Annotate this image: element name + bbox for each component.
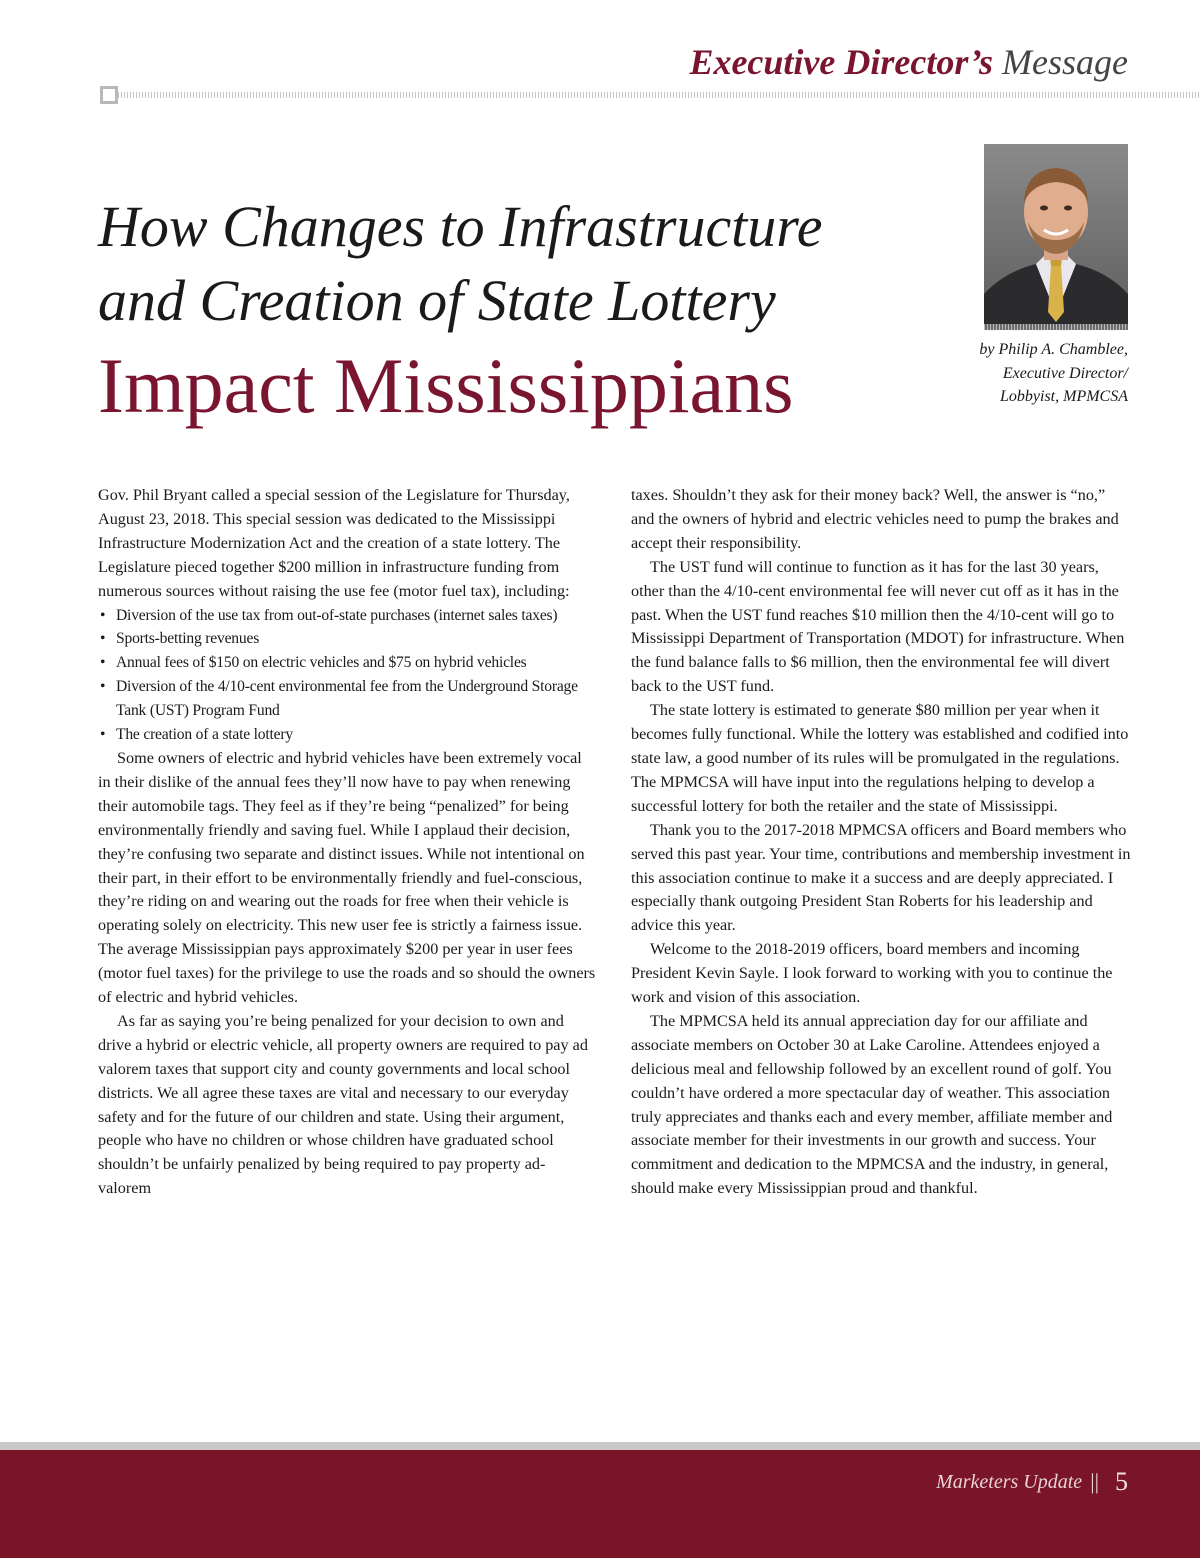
list-item — [98, 604, 598, 628]
list-item — [98, 651, 598, 675]
byline-author: by Philip A. Chamblee, — [979, 341, 1128, 358]
header-dotted-rule — [118, 92, 1200, 98]
article-paragraph: Some owners of electric and hybrid vehicles have been extremely vocal in their dislike of the annual fees they’ll now have to pay when renewing their automobile tags. They feel as if they’re being “penalized” for being environmentally friendly and saving fuel. While I applaud their decision, they’re confusing two separate and distinct issues. While not intentional on their part, in their effort to be environmentally friendly and fuel-conscious, they’re riding on and wearing out the roads for free when their vehicle is operating solely on electricity. This new user fee is strictly a fairness issue. The average Mississippian pays approximately $200 per year in user fees (motor fuel taxes) for the privilege to use the roads and so should the owners of electric and hybrid vehicles. — [98, 748, 596, 1007]
article-paragraph: The state lottery is estimated to generate $80 million per year when it becomes fully functional. While the lottery was established and codified into state law, a good number of its rules will be promulgated in the regulations. The MPMCSA will have input into the regulations helping to develop a successful lottery for both the retailer and the state of Mississippi. — [631, 701, 1129, 815]
section-header-light: Message — [1002, 42, 1128, 82]
list-item-text: Diversion of the 4/10-cent environmental fee from the Underground Storage Tank (UST) Program Fund — [116, 678, 578, 720]
article-column-right — [631, 484, 1131, 1201]
byline-organization: Lobbyist, MPMCSA — [1000, 388, 1128, 405]
bullet-icon: • — [100, 630, 106, 648]
headline — [98, 190, 918, 430]
list-item — [98, 627, 598, 651]
publication-name: Marketers Update — [936, 1470, 1083, 1493]
list-item-text: Sports-betting revenues — [116, 630, 260, 648]
photo-dotted-strip — [984, 324, 1128, 330]
list-item-text: Diversion of the use tax from out-of-state purchases (internet sales taxes) — [116, 606, 558, 624]
author-portrait-illustration — [984, 144, 1128, 324]
headline-line-3: Impact Mississippians — [98, 342, 794, 429]
article-paragraph: As far as saying you’re being penalized for your decision to own and drive a hybrid or electric vehicle, all property owners are required to pay ad valorem taxes that support city and county governments and local school districts. We all agree these taxes are vital and necessary to our everyday safety and for the future of our children and state. Using their argument, people who have no children or whose children have graduated school shouldn’t be unfairly penalized by being required to pay property ad-valorem — [98, 1011, 588, 1198]
section-header — [689, 40, 1128, 84]
article-paragraph: The MPMCSA held its annual appreciation day for our affiliate and associate members on October 30 at Lake Caroline. Attendees enjoyed a delicious meal and fellowship followed by an excellent round of golf. You couldn’t have ordered a more spectacular day of weather. This association truly appreciates and thanks each and every member, affiliate member and associate member for their investments in our growth and success. Your commitment and dedication to the MPMCSA and the industry, in general, should make every Mississippian proud and thankful. — [631, 1011, 1113, 1198]
header-square-ornament — [100, 86, 118, 104]
article-paragraph: The UST fund will continue to function as it has for the last 30 years, other than the 4/10-cent environmental fee will never cut off as it has in the past. When the UST fund reaches $10 million then the 4/10-cent will go to Mississippi Department of Transportation (MDOT) for infrastructure. When the fund balance falls to $6 million, then the environmental fee will divert back to the UST fund. — [631, 557, 1125, 696]
bullet-icon: • — [100, 654, 106, 672]
footer-gray-rule — [0, 1442, 1200, 1450]
list-item-text: The creation of a state lottery — [116, 726, 293, 744]
article-paragraph: taxes. Shouldn’t they ask for their money back? Well, the answer is “no,” and the owners of hybrid and electric vehicles need to pump the brakes and accept their responsibility. — [631, 486, 1119, 552]
list-item — [98, 723, 598, 747]
article-paragraph: Welcome to the 2018-2019 officers, board members and incoming President Kevin Sayle. I look forward to working with you to continue the work and vision of this association. — [631, 940, 1113, 1007]
bullet-icon: • — [100, 726, 106, 744]
byline — [908, 338, 1128, 409]
bullet-icon: • — [100, 678, 106, 696]
funding-sources-list — [98, 604, 598, 747]
article-column-left — [98, 484, 598, 1201]
article-paragraph: Gov. Phil Bryant called a special session of the Legislature for Thursday, August 23, 2018. This special session was dedicated to the Mississippi Infrastructure Modernization Act and the creation of a state lottery. The Legislature pieced together $200 million in infrastructure funding from numerous sources without raising the use fee (motor fuel tax), including: — [98, 486, 570, 600]
folio-separator: || — [1090, 1469, 1099, 1494]
byline-title: Executive Director/ — [1002, 364, 1128, 382]
footer-folio — [936, 1457, 1128, 1507]
section-header-bold: Executive Director’s — [689, 42, 994, 82]
article-paragraph: Thank you to the 2017-2018 MPMCSA officers and Board members who served this past year. Your time, contributions and membership investment in this association continue to make it a success and are deeply appreciated. I especially thank outgoing President Stan Roberts for his leadership and advice this year. — [631, 820, 1131, 935]
page-number: 5 — [1115, 1467, 1128, 1496]
bullet-icon: • — [100, 606, 106, 624]
list-item-text: Annual fees of $150 on electric vehicles and $75 on hybrid vehicles — [116, 654, 527, 672]
headline-line-1: How Changes to Infrastructure — [98, 194, 823, 259]
list-item — [98, 675, 598, 723]
author-photo — [984, 144, 1128, 330]
headline-line-2: and Creation of State Lottery — [98, 268, 776, 333]
